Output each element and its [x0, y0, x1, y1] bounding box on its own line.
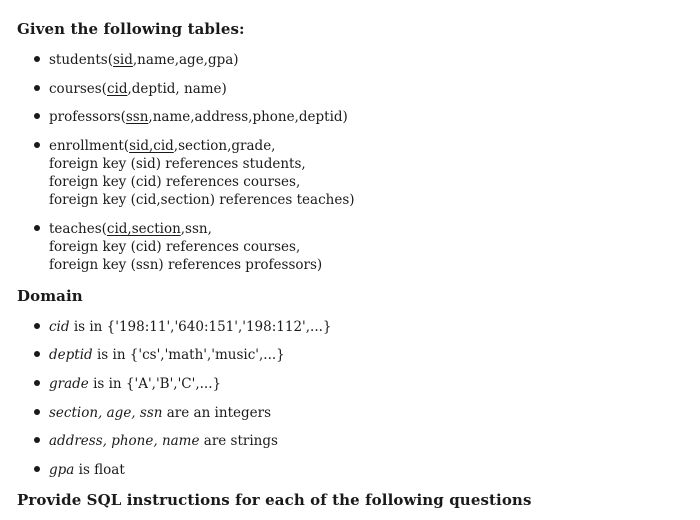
heading-sql: Provide SQL instructions for each of the following questions: [17, 491, 532, 509]
foreign-key-line: foreign key (ssn) references professors): [49, 257, 323, 273]
table-name: students(: [49, 52, 113, 68]
bullet-icon: [34, 113, 40, 119]
table-key: cid: [106, 81, 128, 97]
heading-domain: Domain: [17, 287, 83, 305]
table-name: courses(: [49, 81, 107, 97]
bullet-icon: [34, 409, 40, 415]
domain-term: grade: [49, 376, 89, 392]
table-columns: ,name,age,gpa): [132, 52, 239, 68]
bullet-icon: [34, 56, 40, 62]
table-columns: ,deptid, name): [127, 81, 227, 97]
foreign-key-line: foreign key (cid) references courses,: [49, 239, 301, 255]
table-columns: ,name,address,phone,deptid): [148, 109, 348, 125]
domain-term: section, age, ssn: [49, 405, 163, 421]
heading-tables: Given the following tables:: [17, 20, 245, 38]
foreign-key-line: foreign key (cid,section) references teaches): [49, 192, 355, 208]
bullet-icon: [34, 85, 40, 91]
domain-term: deptid: [49, 347, 93, 363]
bullet-icon: [34, 225, 40, 231]
bullet-icon: [34, 466, 40, 472]
bullet-icon: [34, 437, 40, 443]
table-name: professors(: [49, 109, 126, 125]
domain-description: is in {'198:11','640:151','198:112',...}: [69, 319, 332, 335]
bullet-icon: [34, 351, 40, 357]
domain-description: are strings: [199, 433, 278, 449]
domain-description: is float: [74, 462, 125, 478]
domain-term: gpa: [49, 462, 75, 478]
domain-description: is in {'A','B','C',...}: [88, 376, 222, 392]
table-columns: ,section,grade,: [173, 138, 276, 154]
bullet-icon: [34, 142, 40, 148]
table-key: sid,cid: [129, 138, 174, 154]
foreign-key-line: foreign key (sid) references students,: [49, 156, 306, 172]
domain-term: address, phone, name: [49, 433, 200, 449]
domain-description: is in {'cs','math','music',...}: [92, 347, 285, 363]
bullet-icon: [34, 380, 40, 386]
foreign-key-line: foreign key (cid) references courses,: [49, 174, 301, 190]
table-name: enrollment(: [49, 138, 130, 154]
table-key: ssn: [125, 109, 149, 125]
domain-term: cid: [49, 319, 70, 335]
table-key: cid,section: [106, 221, 181, 237]
table-columns: ,ssn,: [180, 221, 212, 237]
table-name: teaches(: [49, 221, 107, 237]
table-key: sid: [113, 52, 133, 68]
bullet-icon: [34, 323, 40, 329]
domain-description: are an integers: [162, 405, 272, 421]
